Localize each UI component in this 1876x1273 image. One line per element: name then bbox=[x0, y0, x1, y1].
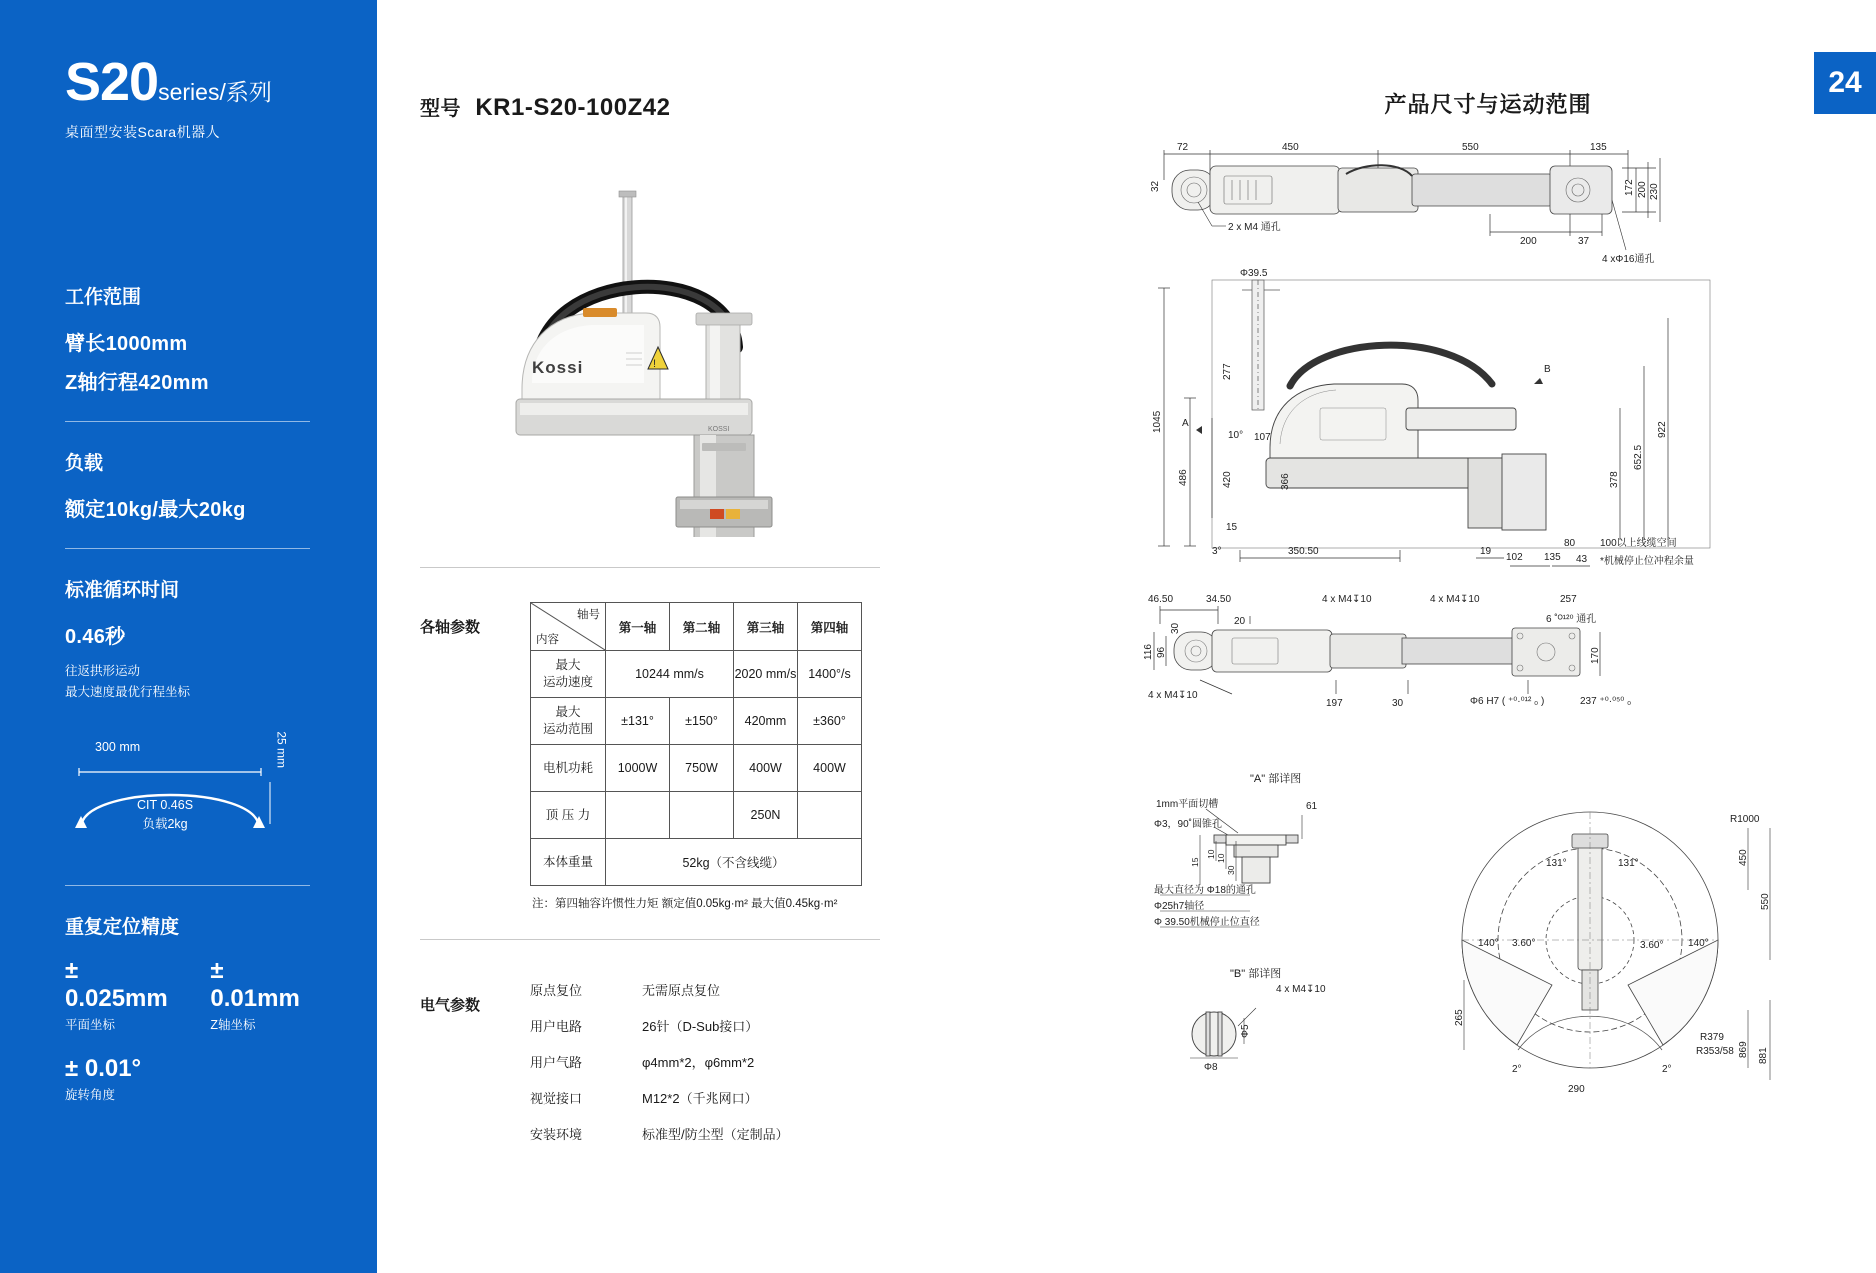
dim-30: 30 bbox=[1170, 622, 1181, 634]
note-6-through: 6 ˚ᴼ¹²⁰ 通孔 bbox=[1546, 614, 1597, 625]
table-row bbox=[531, 745, 862, 792]
svg-text:Kossi: Kossi bbox=[532, 358, 584, 377]
divider bbox=[65, 421, 310, 422]
payload-value: 额定10kg/最大20kg bbox=[65, 499, 246, 521]
electrical-parameters-section bbox=[420, 980, 920, 1160]
dim-550: 550 bbox=[1462, 142, 1479, 153]
note-4xM4-a: 4 x M4↧10 bbox=[1322, 594, 1372, 605]
dim-6525: 652.5 bbox=[1633, 444, 1644, 470]
left-sidebar bbox=[0, 0, 375, 1273]
repeatability-block bbox=[65, 912, 315, 1103]
dim-230: 230 bbox=[1649, 183, 1660, 200]
cell-max-speed-axis4: 1400°/s bbox=[798, 651, 862, 698]
dim-200: 200 bbox=[1637, 181, 1648, 198]
dim-360-left: 3.60° bbox=[1512, 938, 1536, 949]
list-item bbox=[530, 1016, 789, 1035]
work-range-label: 工作范围 bbox=[65, 287, 142, 308]
dim-80: 80 bbox=[1564, 538, 1576, 549]
elec-value-homing: 无需原点复位 bbox=[642, 983, 721, 998]
svg-text:KOSSI: KOSSI bbox=[708, 426, 730, 433]
side-view-drawing bbox=[1120, 258, 1820, 578]
arc-payload-text: 负载2kg bbox=[142, 817, 188, 831]
dim-phi5: Φ5 bbox=[1240, 1024, 1251, 1038]
note-phi6H7: Φ6 H7 ( ⁺⁰·⁰¹² ₀ ) bbox=[1470, 696, 1545, 707]
cell-max-range-axis3: 420mm bbox=[734, 698, 798, 745]
cell-motor-power-axis2: 750W bbox=[670, 745, 734, 792]
elec-key-homing: 原点复位 bbox=[530, 983, 583, 998]
axis-table-note: 注：第四轴容许惯性力矩 额定值0.05kg·m² 最大值0.45kg·m² bbox=[532, 898, 838, 910]
corner-label-bottom: 内容 bbox=[536, 634, 559, 646]
series-subtitle: series/系列 bbox=[158, 79, 272, 105]
dim-420: 420 bbox=[1222, 471, 1233, 488]
dim-107: 107 bbox=[1254, 432, 1271, 443]
dim-30-b: 30 bbox=[1392, 698, 1404, 709]
elec-value-user-air: φ4mm*2，φ6mm*2 bbox=[642, 1055, 755, 1070]
elec-value-environment: 标准型/防尘型（定制品） bbox=[642, 1127, 789, 1142]
note-phi3950: Φ 39.50机械停止位直径 bbox=[1154, 917, 1260, 928]
dim-37: 37 bbox=[1578, 236, 1590, 247]
dim-257: 257 bbox=[1560, 594, 1577, 605]
dim-35050: 350.50 bbox=[1288, 546, 1319, 557]
cycle-note-1: 往返拱形运动 bbox=[65, 664, 141, 678]
dim-140-left: 140° bbox=[1478, 938, 1499, 949]
arc-cycle-text: CIT 0.46S bbox=[137, 798, 194, 813]
divider bbox=[420, 939, 880, 940]
cell-press-force-axis2 bbox=[670, 792, 734, 839]
cell-max-range-axis1: ±131° bbox=[606, 698, 670, 745]
note-2xM4: 2 x M4 通孔 bbox=[1228, 222, 1281, 233]
payload-block bbox=[65, 448, 315, 522]
note-phi25h7: Φ25h7轴径 bbox=[1154, 901, 1205, 912]
dim-200-bottom: 200 bbox=[1520, 236, 1537, 247]
dim-869: 869 bbox=[1738, 1041, 1749, 1058]
bottom-view-drawing bbox=[1140, 588, 1740, 738]
dim-172: 172 bbox=[1624, 179, 1635, 196]
cell-max-range-axis4: ±360° bbox=[798, 698, 862, 745]
accuracy-z-value: ± 0.01mm bbox=[210, 957, 300, 1013]
dim-881: 881 bbox=[1758, 1047, 1769, 1064]
elec-value-vision: M12*2（千兆网口） bbox=[642, 1091, 758, 1106]
robot-photo bbox=[420, 177, 880, 537]
list-item bbox=[530, 1088, 789, 1107]
row-label-weight: 本体重量 bbox=[531, 839, 606, 886]
elec-key-environment: 安装环境 bbox=[530, 1127, 583, 1142]
dim-20: 20 bbox=[1234, 616, 1246, 627]
dim-phi395: Φ39.5 bbox=[1240, 268, 1268, 279]
dim-15b: 15 bbox=[1190, 857, 1200, 867]
cell-max-speed-axis12: 10244 mm/s bbox=[606, 651, 734, 698]
dim-550b: 550 bbox=[1760, 893, 1771, 910]
dim-135: 135 bbox=[1590, 142, 1607, 153]
payload-label: 负载 bbox=[65, 453, 104, 474]
dim-486: 486 bbox=[1178, 469, 1189, 486]
accuracy-plane-value: ± 0.025mm bbox=[65, 957, 168, 1013]
note-max-dia: 最大直径为 Φ18的通孔 bbox=[1154, 885, 1256, 896]
dim-10deg: 10° bbox=[1228, 430, 1244, 441]
dim-131-right: 131° bbox=[1618, 858, 1639, 869]
column-header-axis4: 第四轴 bbox=[798, 603, 862, 651]
svg-text:!: ! bbox=[653, 358, 657, 370]
row-label-motor-power: 电机功耗 bbox=[531, 745, 606, 792]
axis-section-label: 各轴参数 bbox=[420, 619, 481, 636]
list-item bbox=[530, 1052, 789, 1071]
dim-140-right: 140° bbox=[1688, 938, 1709, 949]
page-divider bbox=[375, 0, 377, 1273]
dim-R1000: R1000 bbox=[1730, 814, 1760, 825]
dim-131-left: 131° bbox=[1546, 858, 1567, 869]
note-stop-margin: *机械停止位冲程余量 bbox=[1600, 556, 1694, 567]
row-label-press-force: 顶 压 力 bbox=[531, 792, 606, 839]
arc-horizontal-dim: 300 mm bbox=[95, 740, 141, 755]
model-title bbox=[420, 92, 920, 122]
column-header-axis2: 第二轴 bbox=[670, 603, 734, 651]
divider bbox=[65, 548, 310, 549]
work-range-block bbox=[65, 282, 315, 395]
dim-72: 72 bbox=[1177, 142, 1189, 153]
dim-366: 366 bbox=[1280, 473, 1291, 490]
cell-motor-power-axis1: 1000W bbox=[606, 745, 670, 792]
note-4xPhi16: 4 xΦ16通孔 bbox=[1602, 254, 1655, 265]
list-item bbox=[530, 980, 789, 999]
dim-R353: R353/58 bbox=[1696, 1046, 1734, 1057]
column-header-axis1: 第一轴 bbox=[606, 603, 670, 651]
accuracy-rotation-label: 旋转角度 bbox=[65, 1088, 116, 1103]
cycle-time-value: 0.46秒 bbox=[65, 626, 126, 648]
dim-922: 922 bbox=[1657, 421, 1668, 438]
dim-116: 116 bbox=[1143, 644, 1154, 660]
detail-b-caption: "B" 部详图 bbox=[1230, 968, 1282, 980]
table-row bbox=[531, 651, 862, 698]
cycle-note-2: 最大速度最优行程坐标 bbox=[65, 684, 191, 699]
corner-label-top: 轴号 bbox=[577, 609, 600, 621]
elec-key-user-circuit: 用户电路 bbox=[530, 1019, 583, 1034]
note-4xM4-d: 4 x M4↧10 bbox=[1276, 984, 1326, 995]
accuracy-plane-label: 平面坐标 bbox=[65, 1018, 116, 1033]
axis-parameters-section bbox=[420, 602, 920, 911]
axis-parameters-table bbox=[530, 602, 862, 886]
dim-43: 43 bbox=[1576, 554, 1588, 565]
table-row bbox=[531, 792, 862, 839]
dim-197: 197 bbox=[1326, 698, 1343, 709]
dim-30c: 30 bbox=[1226, 865, 1236, 875]
dim-4650: 46.50 bbox=[1148, 594, 1174, 605]
note-237: 237 ⁺⁰·⁰⁵⁰ ₀ bbox=[1580, 696, 1632, 707]
dim-102: 102 bbox=[1506, 552, 1523, 563]
cell-press-force-axis1 bbox=[606, 792, 670, 839]
dim-96: 96 bbox=[1156, 646, 1167, 658]
row-label-max-range: 最大 运动范围 bbox=[531, 698, 606, 745]
dim-277: 277 bbox=[1222, 363, 1233, 380]
cell-max-range-axis2: ±150° bbox=[670, 698, 734, 745]
model-label: 型号 bbox=[420, 98, 461, 120]
list-item bbox=[530, 1124, 789, 1143]
series-name: S20 bbox=[65, 52, 159, 112]
cell-motor-power-axis4: 400W bbox=[798, 745, 862, 792]
note-1mm-groove: 1mm平面切槽 bbox=[1156, 799, 1219, 810]
cell-press-force-axis3: 250N bbox=[734, 792, 798, 839]
drawings-column bbox=[1100, 0, 1876, 1273]
series-caption: 桌面型安装Scara机器人 bbox=[65, 124, 221, 140]
note-cable-space: 100以上线缆空间 bbox=[1600, 538, 1677, 549]
series-title bbox=[65, 52, 315, 112]
page-number-badge: 24 bbox=[1814, 52, 1876, 114]
dim-2-right: 2° bbox=[1662, 1064, 1672, 1075]
table-row bbox=[531, 698, 862, 745]
note-phi3-cone: Φ3，90˚圆锥孔 bbox=[1154, 819, 1222, 830]
elec-value-user-circuit: 26针（D-Sub接口） bbox=[642, 1019, 759, 1034]
electrical-section-label: 电气参数 bbox=[420, 997, 481, 1014]
table-row bbox=[531, 839, 862, 886]
dim-R379: R379 bbox=[1700, 1032, 1724, 1043]
detail-b-drawing bbox=[1160, 978, 1380, 1088]
dim-10b: 10 bbox=[1216, 853, 1226, 863]
cycle-time-label: 标准循环时间 bbox=[65, 580, 180, 601]
dim-15: 15 bbox=[1226, 522, 1238, 533]
accuracy-z-label: Z轴坐标 bbox=[210, 1018, 256, 1033]
dim-2-left: 2° bbox=[1512, 1064, 1522, 1075]
accuracy-rotation-value: ± 0.01° bbox=[65, 1055, 142, 1083]
marker-a: A bbox=[1182, 418, 1189, 429]
cell-motor-power-axis3: 400W bbox=[734, 745, 798, 792]
dim-19: 19 bbox=[1480, 546, 1492, 557]
dim-3450: 34.50 bbox=[1206, 594, 1232, 605]
elec-key-user-air: 用户气路 bbox=[530, 1055, 583, 1070]
arm-length-value: 臂长1000mm bbox=[65, 333, 188, 355]
drawings-title: 产品尺寸与运动范围 bbox=[1384, 92, 1592, 117]
divider bbox=[65, 885, 310, 886]
dim-61: 61 bbox=[1306, 801, 1318, 812]
motion-range-drawing bbox=[1400, 800, 1800, 1100]
table-corner-cell bbox=[531, 603, 606, 651]
cell-press-force-axis4 bbox=[798, 792, 862, 839]
repeatability-label: 重复定位精度 bbox=[65, 917, 180, 939]
cell-weight-value: 52kg（不含线缆） bbox=[606, 839, 862, 886]
model-value: KR1-S20-100Z42 bbox=[475, 94, 671, 121]
cell-max-speed-axis3: 2020 mm/s bbox=[734, 651, 798, 698]
note-4xM4-c: 4 x M4↧10 bbox=[1148, 690, 1198, 701]
column-header-axis3: 第三轴 bbox=[734, 603, 798, 651]
table-header-row bbox=[531, 603, 862, 651]
dim-265: 265 bbox=[1454, 1009, 1465, 1026]
dim-450: 450 bbox=[1282, 142, 1299, 153]
top-view-drawing bbox=[1150, 140, 1710, 275]
divider bbox=[420, 567, 880, 568]
z-stroke-value: Z轴行程420mm bbox=[65, 372, 209, 394]
marker-b: B bbox=[1544, 364, 1551, 375]
dim-phi8: Φ8 bbox=[1204, 1062, 1218, 1073]
dim-360-right: 3.60° bbox=[1640, 940, 1664, 951]
note-4xM4-b: 4 x M4↧10 bbox=[1430, 594, 1480, 605]
dim-1045: 1045 bbox=[1152, 410, 1163, 433]
cycle-time-block bbox=[65, 575, 315, 702]
cycle-arc-diagram bbox=[65, 731, 315, 855]
dim-32: 32 bbox=[1150, 180, 1161, 192]
dim-3deg: 3° bbox=[1212, 546, 1222, 557]
elec-key-vision: 视觉接口 bbox=[530, 1091, 583, 1106]
detail-a-caption: "A" 部详图 bbox=[1250, 773, 1302, 785]
center-column bbox=[420, 0, 920, 1273]
dim-10a: 10 bbox=[1206, 849, 1216, 859]
arc-vertical-dim: 25 mm bbox=[275, 731, 289, 769]
dim-170: 170 bbox=[1590, 647, 1601, 664]
dim-290: 290 bbox=[1568, 1084, 1585, 1095]
dim-378: 378 bbox=[1609, 471, 1620, 488]
dim-450b: 450 bbox=[1738, 849, 1749, 866]
row-label-max-speed: 最大 运动速度 bbox=[531, 651, 606, 698]
dim-135: 135 bbox=[1544, 552, 1561, 563]
